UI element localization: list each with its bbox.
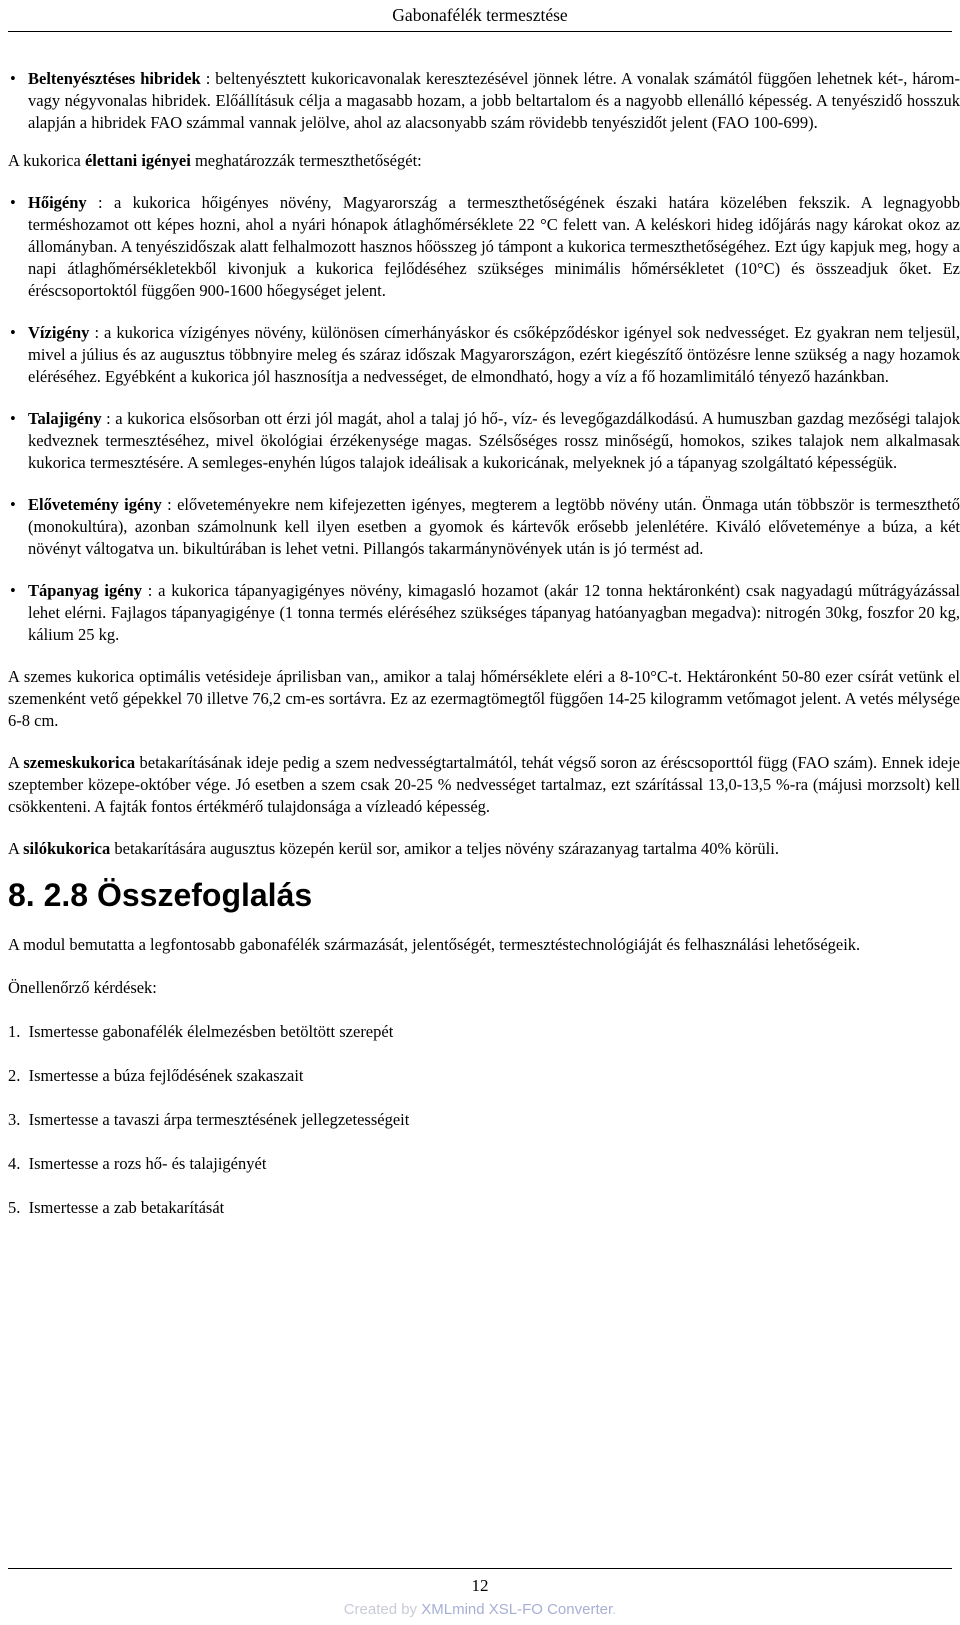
header-rule bbox=[8, 31, 952, 32]
hybrids-text: : beltenyésztett kukoricavonalak keresztezésével jönnek létre. A vonalak számától függően lehetnek két-, három- vagy négyvonalas hibridek. Előállításuk célja a magasabb hozam, a jobb beltartalom és a nagyobb ellenálló képesség. A tenyészidő hosszuk alapján a hibridek FAO számmal vannak jelölve, ahol az alacsonyabb szám rövidebb tenyészidőt jelent (FAO 100-699). bbox=[28, 69, 960, 132]
grain-harvest-before: A bbox=[8, 753, 20, 772]
bullet-icon: • bbox=[10, 495, 16, 514]
requirement-item-heat bbox=[8, 192, 960, 302]
hybrids-bullet bbox=[8, 68, 960, 134]
sowing-paragraph: A szemes kukorica optimális vetésideje áprilisban van,, amikor a talaj hőmérséklete eléri a 8-10°C-t. Hektáronként 50-80 ezer csírát vetünk el szemenként vető gépekkel 70 illetve 76,2 cm-es sortávra. Ez az ezermagtömegtől függően 14-25 kilogramm vetőmagot jelent. A vetés mélysége 6-8 cm. bbox=[8, 667, 960, 730]
credit-prefix: Created by bbox=[343, 1601, 418, 1618]
grain-harvest-term: szemeskukorica bbox=[23, 753, 136, 772]
requirement-item-precrop bbox=[8, 494, 960, 560]
requirement-text: : a kukorica hőigényes növény, Magyarország a termeszthetőségének északi határa közelében fekszik. A legnagyobb terméshozamot ott képes hozni, ahol a nyári hónapok átlaghőmérséklete 22 °C felett van. A keléskori hideg időjárás nagy károkat okoz az állományban. A tenyészidőszak alatt felhalmozott hasznos hőösszeg jó támpont a kukorica termeszthetőségéhez. Ezt úgy kapjuk meg, hogy a napi átlaghőmérsékletekből kivonjuk a kukorica fejlődéséhez szükséges minimális hőmérsékletet (10°C) és összeadjuk őket. Ez éréscsoportoktól függően 900-1600 hőegységet jelent. bbox=[28, 193, 960, 300]
requirement-text: : a kukorica tápanyagigényes növény, kimagasló hozamot (akár 12 tonna hektáronként) csak nagyadagú műtrágyázással lehet elérni. Fajlagos tápanyagigénye (1 tonna termés eléréséhez szükséges tápanyag hatóanyagban megadva): nitrogén 30kg, foszfor 20 kg, kálium 25 kg. bbox=[28, 581, 960, 644]
requirement-term: Hőigény bbox=[28, 193, 87, 212]
question-item: 3. Ismertesse a tavaszi árpa termesztésének jellegzetességeit bbox=[8, 1110, 410, 1129]
footer-rule bbox=[8, 1568, 952, 1569]
intro-before: A kukorica bbox=[8, 151, 81, 170]
hybrids-term: Beltenyésztéses hibridek bbox=[28, 69, 201, 88]
requirement-term: Tápanyag igény bbox=[28, 581, 142, 600]
silage-harvest-before: A bbox=[8, 839, 20, 858]
requirement-term: Elővetemény igény bbox=[28, 495, 162, 514]
credit-suffix: . bbox=[612, 1601, 617, 1618]
requirement-term: Talajigény bbox=[28, 409, 102, 428]
requirement-text: : előveteményekre nem kifejezetten igényes, megterem a legtöbb növény után. Önmaga után többször is termeszthető (monokultúra), azonban számolnunk kell ilyen esetben a gyomok és kártevők erősebb jelenlétére. Kiváló előveteménye a búza, a két növényt váltogatva un. bikultúrában is lehet vetni. Pillangós takarmánynövények után is jó termést ad. bbox=[28, 495, 960, 558]
grain-harvest-paragraph bbox=[8, 752, 960, 818]
intro-term: élettani igényei bbox=[84, 151, 191, 170]
footer-credit bbox=[0, 1601, 960, 1618]
question-item: 4. Ismertesse a rozs hő- és talajigényét bbox=[8, 1154, 267, 1173]
requirement-item-water bbox=[8, 322, 960, 388]
question-item: 2. Ismertesse a búza fejlődésének szakaszait bbox=[8, 1066, 304, 1085]
question-item: 5. Ismertesse a zab betakarítását bbox=[8, 1198, 225, 1217]
questions-label: Önellenőrző kérdések: bbox=[8, 978, 157, 997]
requirement-text: : a kukorica elsősorban ott érzi jól magát, ahol a talaj jó hő-, víz- és levegőgazdálkodású. A humuszban gazdag mezőségi talajok kedveznek termesztéséhez, mivel ökológiai érzékenysége magas. Szélsőséges rossz minőségű, homokos, szikes talajok nem alkalmasak kukorica termesztésére. A semleges-enyhén lúgos talajok ideálisak a kukoricának, melyeknek jó a tápanyag szolgáltató képességük. bbox=[28, 409, 960, 472]
page-content bbox=[8, 68, 960, 1219]
requirement-item-soil bbox=[8, 408, 960, 474]
page-number: 12 bbox=[471, 1576, 489, 1595]
silage-harvest-term: silókukorica bbox=[23, 839, 111, 858]
bullet-icon: • bbox=[10, 323, 16, 342]
bullet-icon: • bbox=[10, 581, 16, 600]
summary-paragraph: A modul bemutatta a legfontosabb gabonafélék származását, jelentőségét, termesztéstechnológiáját és felhasználási lehetőségeik. bbox=[8, 935, 861, 954]
question-item: 1. Ismertesse gabonafélék élelmezésben betöltött szerepét bbox=[8, 1022, 394, 1041]
bullet-icon: • bbox=[10, 193, 16, 212]
grain-harvest-text: betakarításának ideje pedig a szem nedvességtartalmától, tehát végső soron az éréscsoporttól függ (FAO szám). Ennek ideje szeptember közepe-október vége. Jó esetben a szem csak 20-25 % nedvességet tartalmaz, ezt szárítással 13,0-13,5 %-ra (májusi morzsolt) kell csökkenteni. A fajták fontos értékmérő tulajdonsága a vízleadó képesség. bbox=[8, 753, 960, 816]
header-title: Gabonafélék termesztése bbox=[392, 5, 568, 25]
credit-brand-link[interactable]: XMLmind XSL-FO Converter bbox=[421, 1601, 613, 1618]
section-heading: 8. 2.8 Összefoglalás bbox=[8, 877, 313, 913]
requirement-text: : a kukorica vízigényes növény, különösen címerhányáskor és csőképződéskor igényel sok nedvességet. Ez gyakran nem teljesül, mivel a július és az augusztus többnyire meleg és száraz időszak Magyarországon, ezért kiegészítő öntözésre lenne szükség a nagy hozamok eléréséhez. Egyébként a kukorica jól hasznosítja a nedvességet, de elmondható, hogy a víz a fő hozamlimitáló tényező hazánkban. bbox=[28, 323, 960, 386]
intro-after: meghatározzák termeszthetőségét: bbox=[194, 151, 422, 170]
requirement-item-nutrient bbox=[8, 580, 960, 646]
silage-harvest-text: betakarítására augusztus közepén kerül sor, amikor a teljes növény szárazanyag tartalma 40% körüli. bbox=[114, 839, 779, 858]
requirements-intro bbox=[8, 150, 960, 172]
bullet-icon: • bbox=[10, 409, 16, 428]
bullet-icon: • bbox=[10, 69, 16, 88]
silage-harvest-paragraph bbox=[8, 838, 960, 860]
requirement-term: Vízigény bbox=[28, 323, 90, 342]
